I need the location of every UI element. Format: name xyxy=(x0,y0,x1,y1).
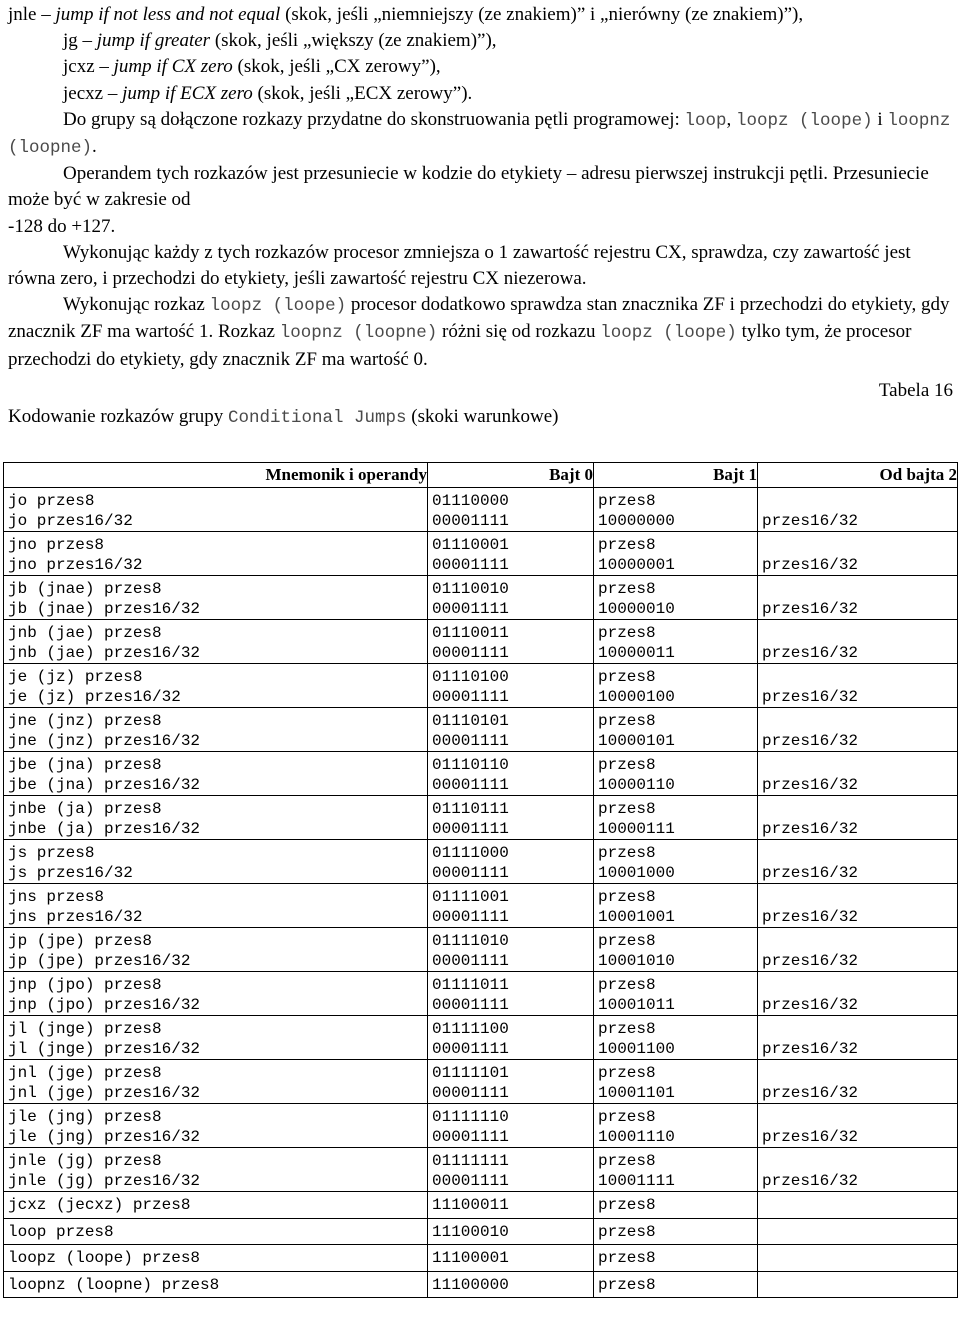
table-row xyxy=(4,972,958,1016)
byte0-cell xyxy=(428,840,594,884)
byte1-value: przes8 xyxy=(598,888,656,906)
table-body xyxy=(4,488,958,1298)
byte0-value: 00001111 xyxy=(432,1128,509,1146)
byte1-cell xyxy=(594,1016,758,1060)
mnemonic-line: loop przes8 xyxy=(8,1222,114,1241)
mnemonic-line: jnl (jge) przes16/32 xyxy=(8,1084,201,1102)
table-caption xyxy=(8,380,953,432)
mnemonic-cell xyxy=(4,708,428,752)
mnemonic-cell xyxy=(4,928,428,972)
byte1-cell xyxy=(594,752,758,796)
byte0-value: 11100001 xyxy=(432,1249,509,1267)
from-byte2-value: przes16/32 xyxy=(762,952,859,970)
byte1-cell xyxy=(594,1148,758,1192)
mnemonic-line: jl (jnge) przes16/32 xyxy=(8,1040,201,1058)
byte1-cell xyxy=(594,1218,758,1245)
mnemonic-line: jno przes8 xyxy=(8,536,105,554)
from-byte2-cell xyxy=(758,1245,958,1272)
table-row xyxy=(4,532,958,576)
mnemonic-cell xyxy=(4,1192,428,1219)
mnemonic-cell xyxy=(4,1060,428,1104)
byte1-value: 10000100 xyxy=(598,688,675,706)
code-span: loopz (loope) xyxy=(209,296,347,317)
spacer xyxy=(762,843,957,863)
table-row xyxy=(4,840,958,884)
mnemonic-line: jle (jng) przes16/32 xyxy=(8,1128,201,1146)
mnemonic-cell xyxy=(4,664,428,708)
byte0-value: 00001111 xyxy=(432,1084,509,1102)
spacer xyxy=(762,975,957,995)
table-title-prefix: Kodowanie rozkazów grupy xyxy=(8,406,229,427)
byte0-value: 11100000 xyxy=(432,1275,509,1294)
byte0-value: 01111111 xyxy=(432,1152,509,1170)
table-row xyxy=(4,1148,958,1192)
byte1-cell xyxy=(594,884,758,928)
byte1-cell xyxy=(594,576,758,620)
from-byte2-cell xyxy=(758,664,958,708)
from-byte2-cell xyxy=(758,1271,958,1298)
table-title-mono: Conditional Jumps xyxy=(228,408,407,428)
mnemonic-line: jb (jnae) przes8 xyxy=(8,580,162,598)
byte0-cell xyxy=(428,576,594,620)
text-span: Wykonując każdy z tych rozkazów procesor zmniejsza o 1 zawartość rejestru CX, sprawdza, czy zawartość jest równa zero, i przechodzi do etykiety, jeśli zawartość rejestru CX niezerowa. xyxy=(8,241,911,290)
from-byte2-value: przes16/32 xyxy=(762,1128,859,1146)
byte1-cell xyxy=(594,532,758,576)
byte1-value: 10001011 xyxy=(598,996,675,1014)
mnemonic-line: js przes8 xyxy=(8,844,95,862)
text-span: tylko tym, że procesor przechodzi do etykiety, gdy znacznik ZF ma wartość 0. xyxy=(8,321,912,370)
byte1-value: 10000101 xyxy=(598,732,675,750)
byte1-value: przes8 xyxy=(598,1152,656,1170)
mnemonic-line: jp (jpe) przes16/32 xyxy=(8,952,191,970)
italic-span: jump if greater xyxy=(96,30,211,52)
byte1-value: 10001100 xyxy=(598,1040,675,1058)
from-byte2-cell xyxy=(758,972,958,1016)
mnemonic-line: je (jz) przes8 xyxy=(8,668,143,686)
byte0-value: 01111010 xyxy=(432,932,509,950)
table-title xyxy=(8,406,559,428)
byte1-cell xyxy=(594,796,758,840)
byte0-value: 00001111 xyxy=(432,776,509,794)
from-byte2-cell xyxy=(758,1104,958,1148)
from-byte2-value: przes16/32 xyxy=(762,644,859,662)
byte0-cell xyxy=(428,1104,594,1148)
mnemonic-line: jp (jpe) przes8 xyxy=(8,932,153,950)
mnemonic-cell xyxy=(4,532,428,576)
byte1-value: przes8 xyxy=(598,1108,656,1126)
code-span: loopz (loope) xyxy=(600,323,737,344)
mnemonic-line: jo przes16/32 xyxy=(8,512,133,530)
byte1-value: przes8 xyxy=(598,1064,656,1082)
table-row xyxy=(4,1271,958,1298)
table-row xyxy=(4,1016,958,1060)
from-byte2-cell xyxy=(758,620,958,664)
from-byte2-value: przes16/32 xyxy=(762,600,859,618)
from-byte2-value: przes16/32 xyxy=(762,776,859,794)
byte0-value: 01110011 xyxy=(432,624,509,642)
body-text xyxy=(8,2,953,373)
byte0-value: 11100011 xyxy=(432,1196,509,1214)
from-byte2-cell xyxy=(758,796,958,840)
byte1-value: przes8 xyxy=(598,1196,656,1214)
paragraph xyxy=(8,54,953,80)
byte1-value: 10001110 xyxy=(598,1128,675,1146)
mnemonic-cell xyxy=(4,796,428,840)
byte1-value: 10000111 xyxy=(598,820,675,838)
mnemonic-line: jbe (jna) przes16/32 xyxy=(8,776,201,794)
byte1-value: przes8 xyxy=(598,668,656,686)
byte0-cell xyxy=(428,1271,594,1298)
mnemonic-line: jnbe (ja) przes16/32 xyxy=(8,820,201,838)
byte1-cell xyxy=(594,972,758,1016)
paragraph xyxy=(8,240,953,292)
byte0-cell xyxy=(428,928,594,972)
mnemonic-cell xyxy=(4,488,428,532)
byte0-cell xyxy=(428,1060,594,1104)
mnemonic-line: jo przes8 xyxy=(8,492,95,510)
mnemonic-cell xyxy=(4,1271,428,1298)
from-byte2-cell xyxy=(758,840,958,884)
header-from-byte2: Od bajta 2 xyxy=(758,463,958,488)
italic-span: jump if CX zero xyxy=(113,56,233,78)
byte1-value: 10001010 xyxy=(598,952,675,970)
byte0-cell xyxy=(428,796,594,840)
from-byte2-value: przes16/32 xyxy=(762,864,859,882)
paragraph xyxy=(8,214,953,240)
mnemonic-line: jbe (jna) przes8 xyxy=(8,756,162,774)
byte0-value: 01111011 xyxy=(432,976,509,994)
mnemonic-cell xyxy=(4,1245,428,1272)
byte0-value: 00001111 xyxy=(432,1172,509,1190)
mnemonic-line: loopnz (loopne) przes8 xyxy=(8,1275,220,1294)
byte1-cell xyxy=(594,1192,758,1219)
byte0-value: 01111110 xyxy=(432,1108,509,1126)
byte0-value: 00001111 xyxy=(432,556,509,574)
table-row xyxy=(4,664,958,708)
spacer xyxy=(762,579,957,599)
spacer xyxy=(762,755,957,775)
paragraph xyxy=(8,2,953,28)
byte0-value: 01110000 xyxy=(432,492,509,510)
byte0-value: 01110111 xyxy=(432,800,509,818)
byte1-value: przes8 xyxy=(598,844,656,862)
byte0-value: 01111100 xyxy=(432,1020,509,1038)
byte1-value: przes8 xyxy=(598,1275,656,1294)
byte1-value: 10000011 xyxy=(598,644,675,662)
text-span: jecxz – xyxy=(63,82,123,104)
spacer xyxy=(762,1063,957,1083)
header-mnemonic: Mnemonik i operandy xyxy=(4,463,428,488)
mnemonic-cell xyxy=(4,1218,428,1245)
code-span: loopz (loope) xyxy=(736,110,873,131)
spacer xyxy=(762,667,957,687)
byte1-cell xyxy=(594,620,758,664)
text-span: (skok, jeśli „CX zerowy”), xyxy=(232,56,441,78)
mnemonic-line: jb (jnae) przes16/32 xyxy=(8,600,201,618)
table-row xyxy=(4,1245,958,1272)
byte1-value: 10000110 xyxy=(598,776,675,794)
from-byte2-cell xyxy=(758,1218,958,1245)
mnemonic-cell xyxy=(4,620,428,664)
text-span: Wykonując rozkaz xyxy=(63,294,210,316)
table-row xyxy=(4,1192,958,1219)
from-byte2-value: przes16/32 xyxy=(762,556,859,574)
mnemonic-line: jnp (jpo) przes8 xyxy=(8,976,162,994)
byte1-cell xyxy=(594,488,758,532)
text-span: jnle – xyxy=(8,4,56,25)
mnemonic-line: jnl (jge) przes8 xyxy=(8,1064,162,1082)
spacer xyxy=(762,623,957,643)
from-byte2-cell xyxy=(758,1192,958,1219)
byte1-value: przes8 xyxy=(598,492,656,510)
byte0-value: 01111000 xyxy=(432,844,509,862)
paragraph xyxy=(8,161,953,213)
table-header-row xyxy=(4,463,958,488)
table-label: Tabela 16 xyxy=(878,380,953,401)
byte0-cell xyxy=(428,620,594,664)
mnemonic-line: jnbe (ja) przes8 xyxy=(8,800,162,818)
byte0-value: 00001111 xyxy=(432,688,509,706)
byte0-value: 01110010 xyxy=(432,580,509,598)
from-byte2-cell xyxy=(758,1148,958,1192)
from-byte2-cell xyxy=(758,708,958,752)
byte0-value: 00001111 xyxy=(432,1040,509,1058)
mnemonic-line: jne (jnz) przes8 xyxy=(8,712,162,730)
byte0-value: 01110001 xyxy=(432,536,509,554)
from-byte2-cell xyxy=(758,1060,958,1104)
paragraph xyxy=(8,107,953,161)
byte1-cell xyxy=(594,1104,758,1148)
byte0-value: 01110110 xyxy=(432,756,509,774)
mnemonic-line: jne (jnz) przes16/32 xyxy=(8,732,201,750)
from-byte2-cell xyxy=(758,752,958,796)
mnemonic-cell xyxy=(4,972,428,1016)
byte0-value: 01110101 xyxy=(432,712,509,730)
mnemonic-cell xyxy=(4,884,428,928)
code-span: loop xyxy=(684,110,727,131)
byte0-value: 00001111 xyxy=(432,996,509,1014)
byte0-cell xyxy=(428,1016,594,1060)
mnemonic-line: jns przes16/32 xyxy=(8,908,143,926)
spacer xyxy=(762,535,957,555)
byte0-value: 11100010 xyxy=(432,1222,509,1241)
from-byte2-cell xyxy=(758,884,958,928)
code-span: loopnz (loopne) xyxy=(279,323,438,344)
text-span: (skok, jeśli „większy (ze znakiem)”), xyxy=(210,30,497,52)
byte1-cell xyxy=(594,1060,758,1104)
byte0-value: 00001111 xyxy=(432,512,509,530)
paragraph xyxy=(8,292,953,373)
byte1-cell xyxy=(594,928,758,972)
text-span: -128 do +127. xyxy=(8,215,116,237)
text-span: procesor dodatkowo sprawdza stan znacznika ZF i przechodzi do etykiety, gdy znacznik ZF ma wartość 1. Rozkaz xyxy=(8,294,950,343)
italic-span: jump if ECX zero xyxy=(122,82,253,104)
byte0-cell xyxy=(428,532,594,576)
byte0-value: 00001111 xyxy=(432,864,509,882)
byte0-cell xyxy=(428,488,594,532)
from-byte2-value: przes16/32 xyxy=(762,908,859,926)
text-span: Do grupy są dołączone rozkazy przydatne do skonstruowania pętli programowej: xyxy=(63,108,685,130)
byte0-cell xyxy=(428,972,594,1016)
spacer xyxy=(762,887,957,907)
table-row xyxy=(4,620,958,664)
encoding-table xyxy=(3,462,958,1298)
mnemonic-line: je (jz) przes16/32 xyxy=(8,688,181,706)
from-byte2-cell xyxy=(758,1016,958,1060)
from-byte2-cell xyxy=(758,928,958,972)
byte1-cell xyxy=(594,708,758,752)
mnemonic-line: jcxz (jecxz) przes8 xyxy=(8,1196,191,1214)
mnemonic-cell xyxy=(4,576,428,620)
from-byte2-value: przes16/32 xyxy=(762,732,859,750)
mnemonic-line: loopz (loope) przes8 xyxy=(8,1249,201,1267)
mnemonic-line: jnle (jg) przes8 xyxy=(8,1152,162,1170)
byte1-cell xyxy=(594,840,758,884)
byte0-value: 00001111 xyxy=(432,732,509,750)
mnemonic-line: jns przes8 xyxy=(8,888,105,906)
byte0-value: 00001111 xyxy=(432,644,509,662)
spacer xyxy=(762,1019,957,1039)
from-byte2-value: przes16/32 xyxy=(762,1172,859,1190)
text-span: . xyxy=(92,136,97,158)
table-row xyxy=(4,708,958,752)
spacer xyxy=(762,799,957,819)
byte1-value: 10001001 xyxy=(598,908,675,926)
text-span: (skok, jeśli „ECX zerowy”). xyxy=(252,82,473,104)
byte1-value: 10001000 xyxy=(598,864,675,882)
byte0-value: 01111001 xyxy=(432,888,509,906)
byte1-value: 10001111 xyxy=(598,1172,675,1190)
byte0-value: 00001111 xyxy=(432,600,509,618)
byte0-cell xyxy=(428,664,594,708)
text-span: Operandem tych rozkazów jest przesuniecie w kodzie do etykiety – adresu pierwszej instrukcji pętli. Przesuniecie może być w zakresie od xyxy=(8,163,929,211)
from-byte2-cell xyxy=(758,576,958,620)
byte0-cell xyxy=(428,752,594,796)
spacer xyxy=(762,1151,957,1171)
byte1-value: przes8 xyxy=(598,536,656,554)
byte1-value: przes8 xyxy=(598,976,656,994)
mnemonic-line: jno przes16/32 xyxy=(8,556,143,574)
byte0-cell xyxy=(428,1245,594,1272)
byte1-value: 10001101 xyxy=(598,1084,675,1102)
table-row xyxy=(4,1060,958,1104)
table-title-suffix: (skoki warunkowe) xyxy=(406,406,559,427)
mnemonic-line: js przes16/32 xyxy=(8,864,133,882)
table-row xyxy=(4,928,958,972)
byte0-cell xyxy=(428,1148,594,1192)
text-span: jcxz – xyxy=(63,56,114,78)
table-row xyxy=(4,1104,958,1148)
byte0-value: 01111101 xyxy=(432,1064,509,1082)
byte0-cell xyxy=(428,1218,594,1245)
byte1-value: przes8 xyxy=(598,624,656,642)
byte1-cell xyxy=(594,664,758,708)
mnemonic-line: jnb (jae) przes8 xyxy=(8,624,162,642)
paragraph xyxy=(8,28,953,54)
from-byte2-value: przes16/32 xyxy=(762,1040,859,1058)
text-span: różni się od rozkazu xyxy=(437,321,601,343)
table-row xyxy=(4,576,958,620)
table-row xyxy=(4,488,958,532)
byte0-cell xyxy=(428,1192,594,1219)
byte1-value: 10000001 xyxy=(598,556,675,574)
mnemonic-cell xyxy=(4,1016,428,1060)
byte0-cell xyxy=(428,884,594,928)
byte1-value: przes8 xyxy=(598,932,656,950)
mnemonic-cell xyxy=(4,752,428,796)
text-span: (skok, jeśli „niemniejszy (ze znakiem)” i „nierówny (ze znakiem)”), xyxy=(280,4,804,25)
byte1-cell xyxy=(594,1271,758,1298)
byte1-value: przes8 xyxy=(598,1249,656,1267)
byte1-value: 10000010 xyxy=(598,600,675,618)
byte0-cell xyxy=(428,708,594,752)
byte1-value: przes8 xyxy=(598,1222,656,1241)
header-byte1: Bajt 1 xyxy=(594,463,758,488)
spacer xyxy=(762,491,957,511)
mnemonic-line: jl (jnge) przes8 xyxy=(8,1020,162,1038)
spacer xyxy=(762,711,957,731)
table-row xyxy=(4,796,958,840)
italic-span: jump if not less and not equal xyxy=(55,4,281,25)
spacer xyxy=(762,931,957,951)
from-byte2-value: przes16/32 xyxy=(762,688,859,706)
byte1-cell xyxy=(594,1245,758,1272)
mnemonic-cell xyxy=(4,1104,428,1148)
header-byte0: Bajt 0 xyxy=(428,463,594,488)
byte0-value: 00001111 xyxy=(432,908,509,926)
table-row xyxy=(4,884,958,928)
mnemonic-cell xyxy=(4,1148,428,1192)
code-span: loopnz (loopne) xyxy=(8,110,951,159)
mnemonic-line: jnp (jpo) przes16/32 xyxy=(8,996,201,1014)
mnemonic-line: jle (jng) przes8 xyxy=(8,1108,162,1126)
mnemonic-line: jnb (jae) przes16/32 xyxy=(8,644,201,662)
from-byte2-cell xyxy=(758,488,958,532)
text-span: i xyxy=(872,108,888,130)
byte0-value: 00001111 xyxy=(432,952,509,970)
from-byte2-value: przes16/32 xyxy=(762,820,859,838)
from-byte2-value: przes16/32 xyxy=(762,996,859,1014)
mnemonic-line: jnle (jg) przes16/32 xyxy=(8,1172,201,1190)
from-byte2-value: przes16/32 xyxy=(762,512,859,530)
byte1-value: przes8 xyxy=(598,800,656,818)
table-row xyxy=(4,752,958,796)
mnemonic-cell xyxy=(4,840,428,884)
spacer xyxy=(762,1107,957,1127)
byte0-value: 01110100 xyxy=(432,668,509,686)
byte0-value: 00001111 xyxy=(432,820,509,838)
byte1-value: 10000000 xyxy=(598,512,675,530)
byte1-value: przes8 xyxy=(598,1020,656,1038)
text-span: jg – xyxy=(63,30,97,52)
byte1-value: przes8 xyxy=(598,756,656,774)
paragraph xyxy=(8,81,953,107)
table-row xyxy=(4,1218,958,1245)
from-byte2-cell xyxy=(758,532,958,576)
byte1-value: przes8 xyxy=(598,580,656,598)
byte1-value: przes8 xyxy=(598,712,656,730)
text-span: , xyxy=(726,108,737,130)
from-byte2-value: przes16/32 xyxy=(762,1084,859,1102)
